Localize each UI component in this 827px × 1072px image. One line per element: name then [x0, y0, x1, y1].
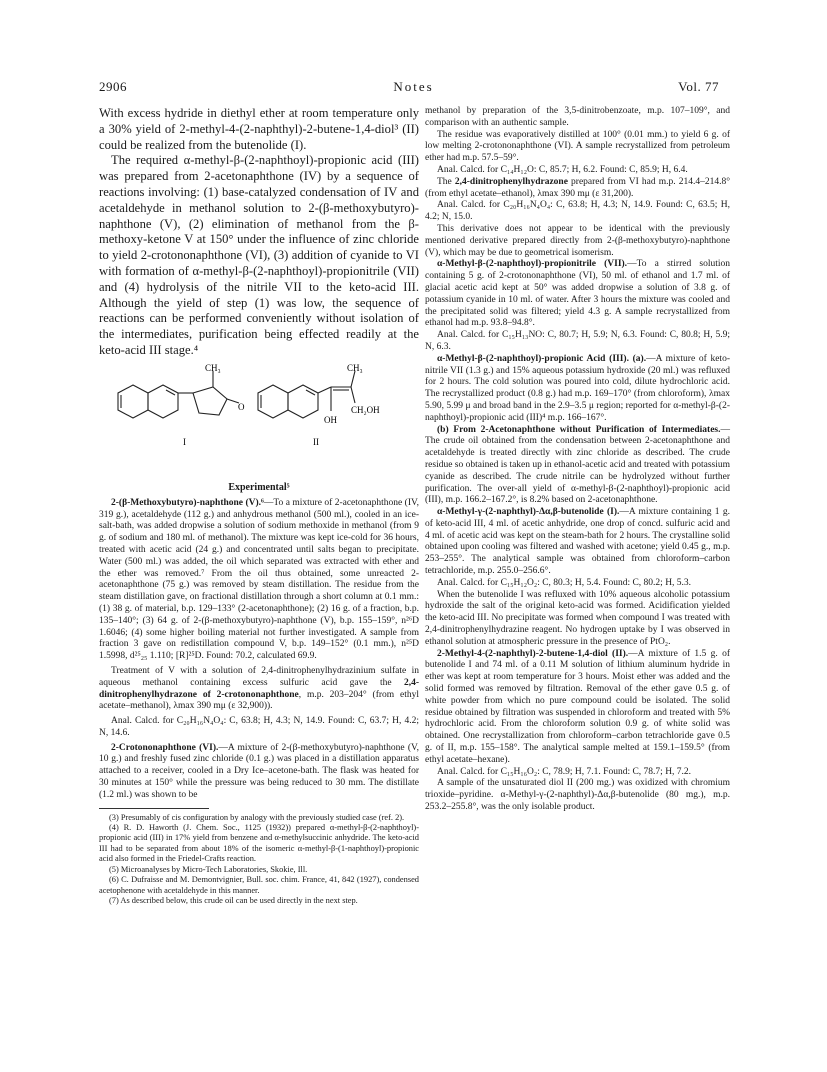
naphthalene-ring-right — [148, 385, 178, 418]
paragraph-body: prepared from VI had m.p. 214.4–214.8° (from ethyl acetate–ethanol), λmax 390 mμ (ε 31,200). — [425, 176, 730, 199]
compound-heading: 2-Crotononaphthone (VI). — [111, 742, 219, 753]
paragraph-body: —To a mixture of 2-acetonaphthone (IV, 319 g.), acetaldehyde (112 g.) and anhydrous methanol (500 ml.), cooled in an ice-salt-bath, was added dropwise a solution of sodium methoxide in methanol (from 9 g. of sodium and 180 ml. of methanol). The mixture was kept ice-cold for 36 hours, treated with acetic acid (24 g.) and concentrated until salts began to precipitate. Water (500 ml.) was added, the oil which separated was extracted with ether and the ether was removed.⁷ From the oil thus obtained, some unreacted 2-acetonaphthone (75 g.) was removed by steam distillation. The residue from the steam distillation gave, on fractional distillation through a short column at 0.1 mm.: (1) 38 g. of material, b.p. 129–133° (2-acetonaphthone); (2) 16 g. of a fraction, b.p. 135–140°; (3) 64 g. of 2-(β-methoxybutyro)-naphthone (V), b.p. 155–159°, n²⁶D 1.6046; (4) some higher boiling material not further investigated. A sample from fraction 3 gave on redistillation compound V, b.p. 149–152° (0.1 mm.), n²⁵D 1.5998, d²⁵₂₅ 1.110; [R]²⁵D. Found: 70.2, calculated 69.9. — [99, 497, 419, 662]
ch3-label: CH₃ — [205, 362, 221, 373]
analysis-line: Anal. Calcd. for C₁₅H₁₆O₂: C, 78.9; H, 7.1. Found: C, 78.7; H, 7.2. — [437, 766, 692, 777]
paragraph-body: —A mixture containing 1 g. of keto-acid III, 4 ml. of acetic anhydride, one drop of concd. sulfuric acid and 4 ml. of acetic acid was kept on the steam-bath for 2 hours. The crystalline solid obtained upon cooling was filtered and washed with acetone; yield 0.45 g., m.p. 253–255°. The analytical sample was obtained from chloroform–carbon tetrachloride, m.p. 255.0–256.6°. — [425, 507, 730, 577]
butenolide-ring — [193, 387, 227, 415]
experimental-heading: Experimental⁵ — [228, 481, 290, 493]
paragraph: With excess hydride in diethyl ether at room temperature only a 30% yield of 2-methyl-4-(2-naphthyl)-2-butene-1,4-diol³ (II) could be realized from the butenolide (I). — [99, 106, 419, 152]
analysis-line: Anal. Calcd. for C₁₅H₁₂O₂: C, 80.3; H, 5.4. Found: C, 80.2; H, 5.3. — [437, 577, 692, 588]
paragraph-body: —A mixture of 2-(β-methoxybutyro)-naphthone (V, 10 g.) and freshly fused zinc chloride (0.1 g.) was placed in a distillation apparatus attached to a receiver, cooled in a Dry Ice–acetone-bath. The flask was heated for 30 minutes at 150° while the pressure was being reduced to 30 mm. The distillate (1.2 ml.) was shown to be — [99, 742, 419, 800]
compound-i-label: I — [183, 436, 186, 447]
paragraph-body: , m.p. 203–204° (from ethyl acetate–methanol), λmax 390 mμ (ε 32,900)). — [99, 689, 419, 712]
experimental-paragraph — [99, 743, 419, 802]
compound-heading: α-Methyl-β-(2-naphthoyl)-propionic Acid (III). (a). — [437, 353, 647, 364]
paragraph-body: —A mixture of 1.5 g. of butenolide I and 74 ml. of a 0.11 M solution of lithium aluminum hydride in ether was kept at room temperature for 3 hours. Moist ether was added and the solid formed was removed by filtration. Removal of the ether gave 0.5 g. of white powder from which no pure compound could be isolated. The solid residue obtained by filtration was suspended in chloroform and treated with 5% hydrochloric acid. From the chloroform solution 0.9 g. of white solid was obtained. One recrystallization from chloroform–carbon tetrachloride gave 0.5 g. of II, m.p. 155–158°. The analytical sample melted at 159.1–159.5° (from ethyl acetate–hexane). — [425, 648, 730, 765]
experimental-paragraph — [99, 498, 419, 663]
footnote: (5) Microanalyses by Micro-Tech Laboratories, Skokie, Ill. — [109, 864, 308, 874]
paragraph: When the butenolide I was refluxed with 10% aqueous alcoholic potassium hydroxide the salt of the original keto-acid was formed. Acidification yielded the keto-acid III. No precipitate was formed when compound I was treated with 2,4-dinitrophenylhydrazine reagent. No hydrogen uptake by I was observed in ethanol solution at atmospheric pressure in the presence of PtO₂. — [425, 589, 730, 647]
analysis-line: Anal. Calcd. for C₁₄H₁₂O: C, 85.7; H, 6.2. Found: C, 85.9; H, 6.4. — [437, 164, 688, 175]
paragraph-body: —A mixture of keto-nitrile VII (1.3 g.) and 15% aqueous potassium hydroxide (20 ml.) was refluxed for 2 hours. The cold solution was poured into cold, dilute hydrochloric acid. The recrystallized product (0.8 g.) had m.p. 169–170° (from chloroform), λmax 5.90, 5.99 μ and broad band in the 2.9–3.5 μ region; reported for α-methyl-β-(2-naphthoyl)-propionic acid (III)⁴ m.p. 166–167°. — [425, 353, 730, 423]
experimental-paragraph — [425, 354, 730, 425]
paragraph: The required α-methyl-β-(2-naphthoyl)-propionic acid (III) was prepared from 2-acetonaphthone (IV) by a sequence of reactions involving: (1) base-catalyzed condensation of IV and acetaldehyde in methanol solution to 2-(β-methoxybutyro)-naphthone (V), (2) elimination of methanol from the β-methoxy-ketone V at 150° under the influence of zinc chloride to yield 2-crotononaphthone (VI), (3) addition of cyanide to VI with formation of α-methyl-β-(2-naphthoyl)-propionitrile (VII) and (4) hydrolysis of the nitrile VII to the keto-acid III. Although the yield of step (1) was low, the sequence of reactions can be performed conveniently without isolation of the intermediates, purification being effected readily at the keto-acid III stage.⁴ — [99, 153, 419, 357]
oh-label: OH — [324, 414, 337, 425]
experimental-paragraph — [425, 649, 730, 767]
compound-heading: 2-Methyl-4-(2-naphthyl)-2-butene-1,4-diol (II). — [437, 648, 629, 659]
experimental-paragraph — [425, 425, 730, 508]
footnote-rule — [99, 808, 209, 809]
experimental-paragraph — [99, 666, 419, 713]
derivative-name: 2,4-dinitrophenylhydrazone — [454, 176, 568, 187]
footnote: (7) As described below, this crude oil can be used directly in the next step. — [109, 895, 358, 905]
paragraph: methanol by preparation of the 3,5-dinitrobenzoate, m.p. 107–109°, and comparison with an authentic sample. — [425, 106, 730, 128]
paragraph-body: The — [437, 176, 455, 187]
chemical-structures — [99, 363, 419, 478]
analysis-line: Anal. Calcd. for C₂₀H₁₆N₄O₄: C, 63.8; H, 4.3; N, 14.9. Found: C, 63.5; H, 4.2; N, 15.0. — [425, 200, 730, 223]
footnote: (4) R. D. Haworth (J. Chem. Soc., 1125 (1932)) prepared α-methyl-β-(2-naphthoyl)-propionic acid (III) in 17% yield from benzene and α-methylsuccinic anhydride. The keto-acid III had to be separated from about 18% of the isomeric α-methyl-β-(1-naphthoyl)-propionic acid also formed in the Friedel-Crafts reaction. — [99, 823, 419, 864]
experimental-paragraph — [425, 259, 730, 330]
compound-heading: α-Methyl-β-(2-naphthoyl)-propionitrile (VII). — [437, 259, 628, 270]
footnote: (6) C. Dufraisse and M. Demontvignier, Bull. soc. chim. France, 41, 842 (1927), condensed acetophenone with acetaldehyde in this manner. — [99, 875, 419, 895]
volume-label: Vol. 77 — [678, 79, 719, 94]
paragraph: A sample of the unsaturated diol II (200 mg.) was oxidized with chromium trioxide–pyridine. α-Methyl-γ-(2-naphthyl)-Δα,β-butenolide (80 mg.), m.p. 253.2–255.8°, was the only isolable product. — [425, 778, 730, 813]
naphthalene-ring-right-ii — [288, 385, 318, 418]
ch2oh-label: CH₂OH — [351, 404, 380, 415]
oxygen-label: O — [238, 401, 245, 412]
paragraph-body: —To a stirred solution containing 5 g. of 2-crotononaphthone (VI), 50 ml. of ethanol and 1.7 ml. of glacial acetic acid kept at 50° was added dropwise a solution of 3.8 g. of potassium cyanide in 10 ml. of water. After 3 hours the mixture was cooled and the precipitated solid was filtered; yield 4.3 g. A sample recrystallized from ethanol had m.p. 93.8–94.8°. — [425, 259, 730, 329]
paragraph: The residue was evaporatively distilled at 100° (0.01 mm.) to yield 6 g. of low melting 2-crotononaphthone (VI). A sample recrystallized from petroleum ether had m.p. 57.5–59°. — [425, 129, 730, 164]
compound-heading: 2-(β-Methoxybutyro)-naphthone (V).⁶ — [111, 497, 264, 508]
paragraph-body: Treatment of V with a solution of 2,4-dinitrophenylhydrazinium sulfate in aqueous methanol containing excess sulfuric acid gave the — [99, 665, 419, 688]
paragraph-body: —The crude oil obtained from the condensation between 2-acetonaphthone and acetaldehyde is treated directly with zinc chloride as described. The crude residue so obtained is taken up in ethanol-acetic acid and treated with potassium cyanide as described. The crude nitrile can be hydrolyzed without further purification. The over-all yield of α-methyl-β-(2-naphthoyl)-propionic acid (III), m.p. 166.2–167.2°, is 8.2% based on 2-acetonaphthone. — [425, 424, 730, 506]
paragraph — [425, 177, 730, 201]
analysis-line: Anal. Calcd. for C₂₀H₁₆N₄O₄: C, 63.8; H, 4.3; N, 14.9. Found: C, 63.7; H, 4.2; N, 14.6. — [99, 716, 419, 738]
page-number: 2906 — [99, 79, 127, 94]
ch3-label-ii: CH₃ — [347, 362, 363, 373]
analysis-line: Anal. Calcd. for C₁₅H₁₃NO: C, 80.7; H, 5.9; N, 6.3. Found: C, 80.8; H, 5.9; N, 6.3. — [425, 330, 730, 352]
paragraph: This derivative does not appear to be identical with the previously mentioned derivative prepared directly from 2-(β-methoxybutyro)-naphthone (V), which may be due to geometrical isomerism. — [425, 223, 730, 258]
naphthalene-ring-left — [118, 385, 148, 418]
compound-heading: α-Methyl-γ-(2-naphthyl)-Δα,β-butenolide (I). — [437, 507, 620, 518]
compound-heading: (b) From 2-Acetonaphthone without Purification of Intermediates. — [437, 424, 721, 435]
running-head: Notes — [393, 79, 434, 94]
experimental-paragraph — [425, 507, 730, 578]
compound-ii-label: II — [313, 436, 319, 447]
naphthalene-ring-left-ii — [258, 385, 288, 418]
right-column — [425, 106, 730, 814]
left-column — [99, 106, 419, 906]
footnote: (3) Presumably of cis configuration by analogy with the previously studied case (ref. 2). — [109, 812, 405, 822]
structure-figure — [99, 363, 419, 478]
derivative-name: 2,4-dinitrophenylhydrazone of 2-crotononaphthone — [99, 677, 419, 700]
